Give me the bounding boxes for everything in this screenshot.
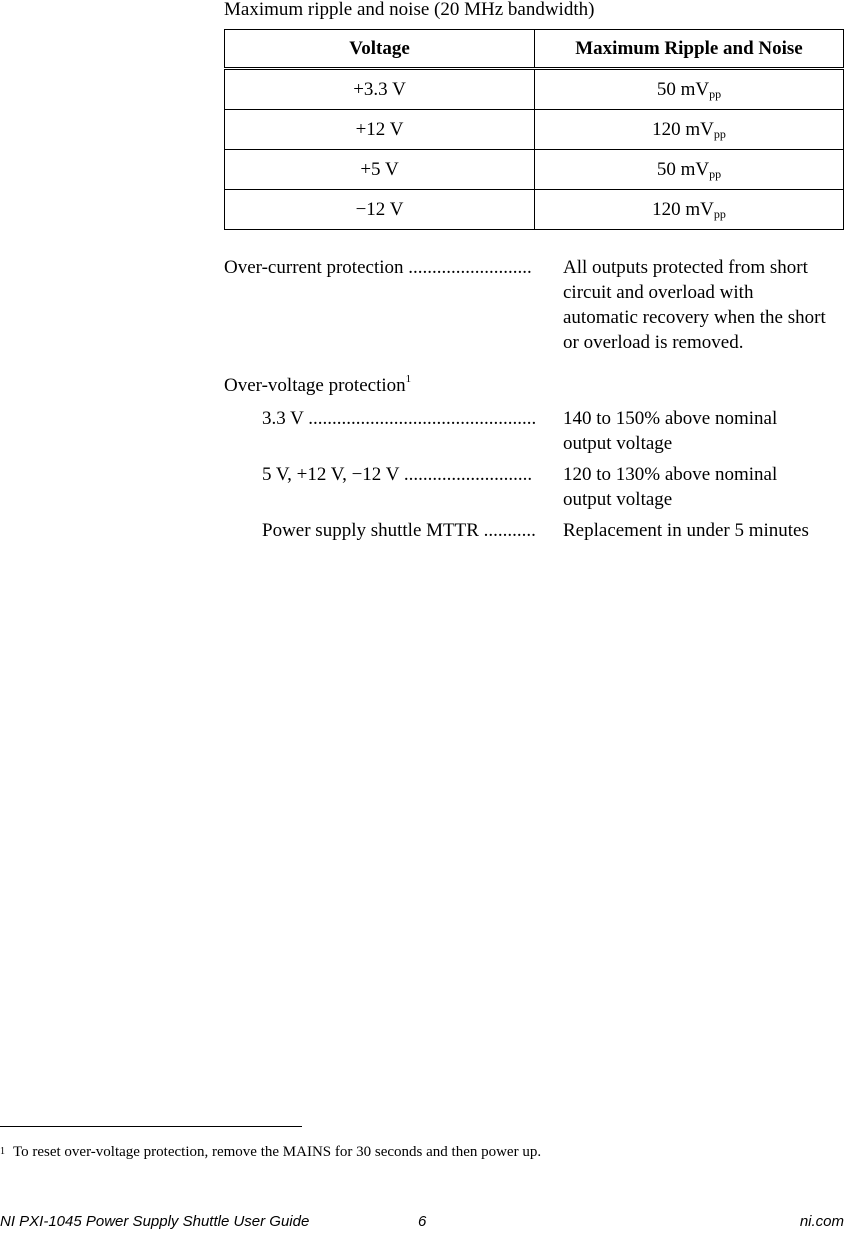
footnote-number: 1 — [0, 1146, 5, 1157]
over-voltage-item-label: 5 V, +12 V, −12 V — [262, 464, 404, 485]
leader-dots: .......................... — [408, 257, 532, 278]
ripple-value: 120 mV — [652, 198, 714, 220]
table-row — [225, 69, 844, 110]
table-caption: Maximum ripple and noise (20 MHz bandwidth) — [224, 0, 595, 20]
ripple-unit-sub: pp — [709, 86, 722, 101]
ripple-cell — [535, 190, 844, 230]
column-header-voltage: Voltage — [225, 30, 535, 69]
over-current-spec — [0, 255, 844, 365]
page-footer — [0, 1213, 844, 1233]
page-number: 6 — [418, 1213, 427, 1230]
ripple-value: 120 mV — [652, 118, 714, 140]
over-voltage-item-value: 120 to 130% above nominal output voltage — [563, 464, 778, 510]
leader-dots: ........................... — [403, 464, 533, 485]
ripple-unit-sub: pp — [709, 166, 722, 181]
voltage-cell: −12 V — [225, 190, 535, 230]
over-voltage-item — [0, 518, 844, 544]
over-voltage-item-value: Replacement in under 5 minutes — [563, 520, 809, 541]
column-header-ripple: Maximum Ripple and Noise — [535, 30, 844, 69]
table-row — [225, 110, 844, 150]
over-voltage-item-label: Power supply shuttle MTTR — [262, 520, 484, 541]
ripple-unit-sub: pp — [713, 206, 726, 221]
ripple-noise-table — [224, 29, 844, 230]
over-voltage-item-label: 3.3 V — [262, 408, 309, 429]
ripple-value: 50 mV — [656, 158, 710, 180]
over-voltage-item — [0, 406, 844, 456]
voltage-cell: +3.3 V — [225, 69, 535, 110]
footnote-text: To reset over-voltage protection, remove the MAINS for 30 seconds and then power up. — [13, 1144, 542, 1160]
voltage-cell: +12 V — [225, 110, 535, 150]
table-row — [225, 150, 844, 190]
ripple-cell — [535, 150, 844, 190]
ripple-value: 50 mV — [656, 78, 710, 100]
footnote-divider — [0, 1126, 302, 1127]
over-voltage-item — [0, 462, 844, 512]
footnote-mark: 1 — [405, 373, 412, 385]
footnote — [0, 1143, 541, 1161]
over-current-label: Over-current protection — [224, 257, 409, 278]
footer-title: NI PXI-1045 Power Supply Shuttle User Guide — [0, 1213, 310, 1230]
table-row — [225, 190, 844, 230]
voltage-cell: +5 V — [225, 150, 535, 190]
over-voltage-heading — [224, 375, 411, 397]
over-current-value: All outputs protected from short circuit and overload with automatic recovery when the short or overload is removed. — [563, 257, 826, 353]
leader-dots: ........... — [483, 520, 536, 541]
table-header-row — [225, 30, 844, 69]
ripple-cell — [535, 110, 844, 150]
over-voltage-heading-text: Over-voltage protection — [224, 375, 406, 396]
leader-dots: ................................................ — [308, 408, 537, 429]
ripple-unit-sub: pp — [713, 126, 726, 141]
ripple-cell — [535, 69, 844, 110]
over-voltage-item-value: 140 to 150% above nominal output voltage — [563, 408, 778, 454]
footer-site: ni.com — [799, 1213, 844, 1230]
